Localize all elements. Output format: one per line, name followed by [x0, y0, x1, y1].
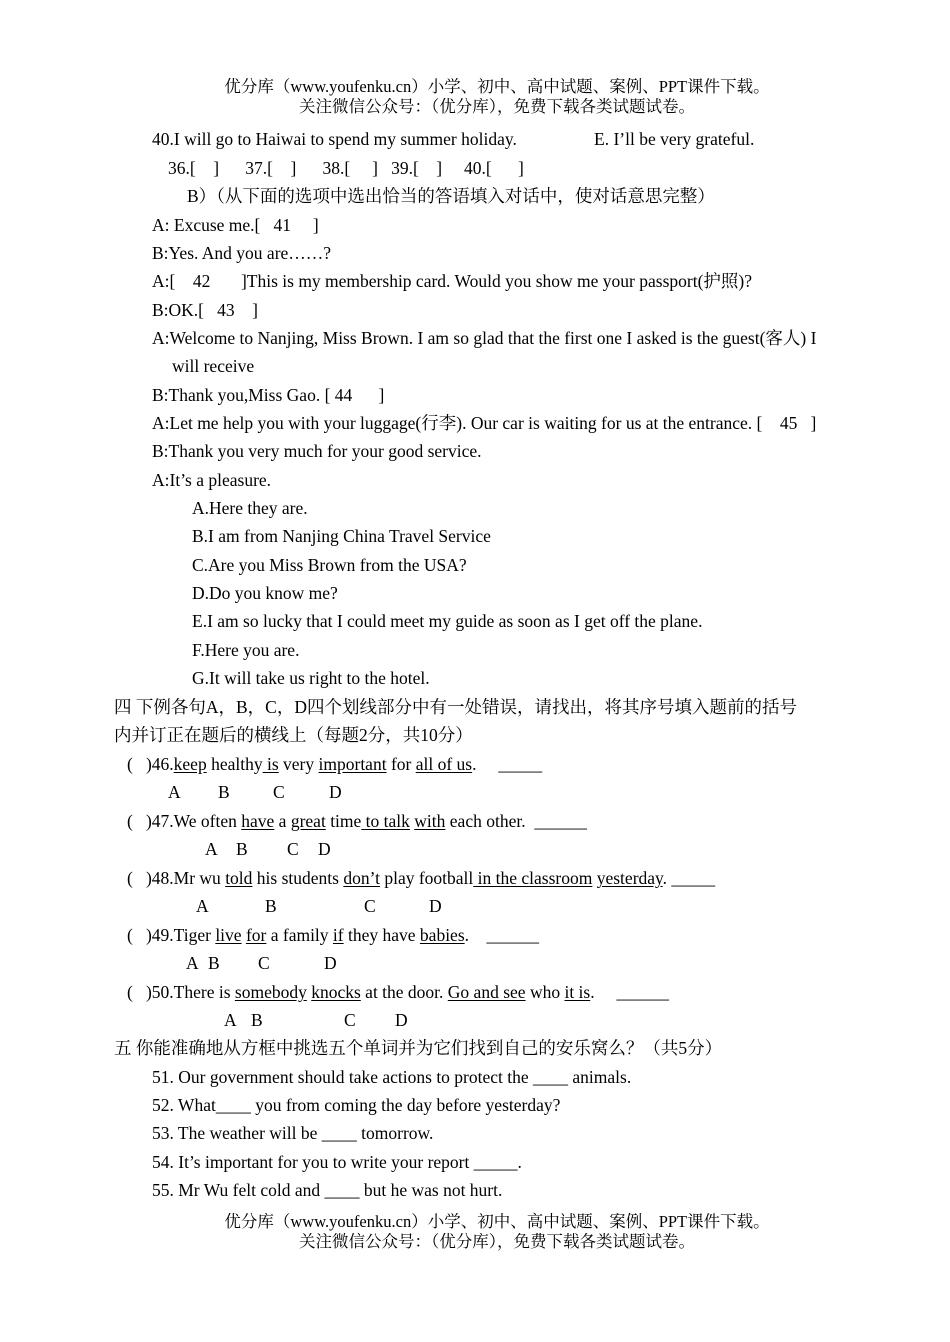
fill-question-54: 54. It’s important for you to write your report _____.: [152, 1152, 522, 1172]
dialogue-line: B:Thank you,Miss Gao. [ 44 ]: [152, 385, 385, 405]
error-question-50: ( )50.There is somebody knocks at the door. Go and see who it is. ______: [127, 982, 669, 1002]
fill-question-53: 53. The weather will be ____ tomorrow.: [152, 1123, 434, 1143]
dialogue-line: B:Thank you very much for your good service.: [152, 441, 482, 461]
dialogue-line: A: Excuse me.[ 41 ]: [152, 215, 319, 235]
section-4-heading: 四 下例各句A，B，C，D四个划线部分中有一处错误，请找出，将其序号填入题前的括号: [114, 697, 797, 717]
error-question-48: ( )48.Mr wu told his students don’t play football in the classroom yesterday. _____: [127, 868, 716, 888]
dialogue-line: A:Welcome to Nanjing, Miss Brown. I am so glad that the first one I asked is the guest(客人) I: [152, 328, 817, 348]
error-question-47: ( )47.We often have a great time to talk with each other. ______: [127, 811, 587, 831]
option-item: A.Here they are.: [192, 498, 308, 518]
error-question-49: ( )49.Tiger live for a family if they have babies. ______: [127, 925, 540, 945]
footer-line-1: 优分库（www.youfenku.cn）小学、初中、高中试题、案例、PPT课件下载。: [224, 1212, 770, 1231]
fill-question-52: 52. What____ you from coming the day before yesterday?: [152, 1095, 561, 1115]
section-4-heading-cont: 内并订正在题后的横线上（每题2分，共10分）: [114, 725, 473, 745]
dialogue-line: B:Yes. And you are……?: [152, 243, 332, 263]
option-e: E. I’ll be very grateful.: [594, 129, 755, 149]
dialogue-line: B:OK.[ 43 ]: [152, 300, 258, 320]
answer-row: 36.[ ] 37.[ ] 38.[ ] 39.[ ] 40.[ ]: [168, 158, 524, 178]
option-item: G.It will take us right to the hotel.: [192, 668, 430, 688]
dialogue-line: A:It’s a pleasure.: [152, 470, 272, 490]
dialogue-line: will receive: [172, 356, 255, 376]
error-question-46: ( )46.keep healthy is very important for all of us. _____: [127, 754, 543, 774]
section-5-heading: 五 你能准确地从方框中挑选五个单词并为它们找到自己的安乐窝么？（共5分）: [114, 1038, 723, 1058]
question-40: 40.I will go to Haiwai to spend my summer holiday.: [152, 129, 517, 149]
fill-question-55: 55. Mr Wu felt cold and ____ but he was not hurt.: [152, 1180, 503, 1200]
header-line-1: 优分库（www.youfenku.cn）小学、初中、高中试题、案例、PPT课件下载。: [224, 77, 770, 96]
header-line-2: 关注微信公众号：（优分库），免费下载各类试题试卷。: [299, 97, 695, 116]
option-item: E.I am so lucky that I could meet my guide as soon as I get off the plane.: [192, 611, 703, 631]
fill-question-51: 51. Our government should take actions to protect the ____ animals.: [152, 1067, 632, 1087]
option-item: C.Are you Miss Brown from the USA?: [192, 555, 467, 575]
option-item: F.Here you are.: [192, 640, 300, 660]
section-b-heading: B）（从下面的选项中选出恰当的答语填入对话中，使对话意思完整）: [187, 186, 715, 206]
dialogue-line: A:[ 42 ]This is my membership card. Would you show me your passport(护照)?: [152, 271, 752, 291]
footer-line-2: 关注微信公众号：（优分库），免费下载各类试题试卷。: [299, 1232, 695, 1251]
option-item: B.I am from Nanjing China Travel Service: [192, 526, 491, 546]
option-item: D.Do you know me?: [192, 583, 338, 603]
dialogue-line: A:Let me help you with your luggage(行李). Our car is waiting for us at the entrance. [ 45 ]: [152, 413, 817, 433]
